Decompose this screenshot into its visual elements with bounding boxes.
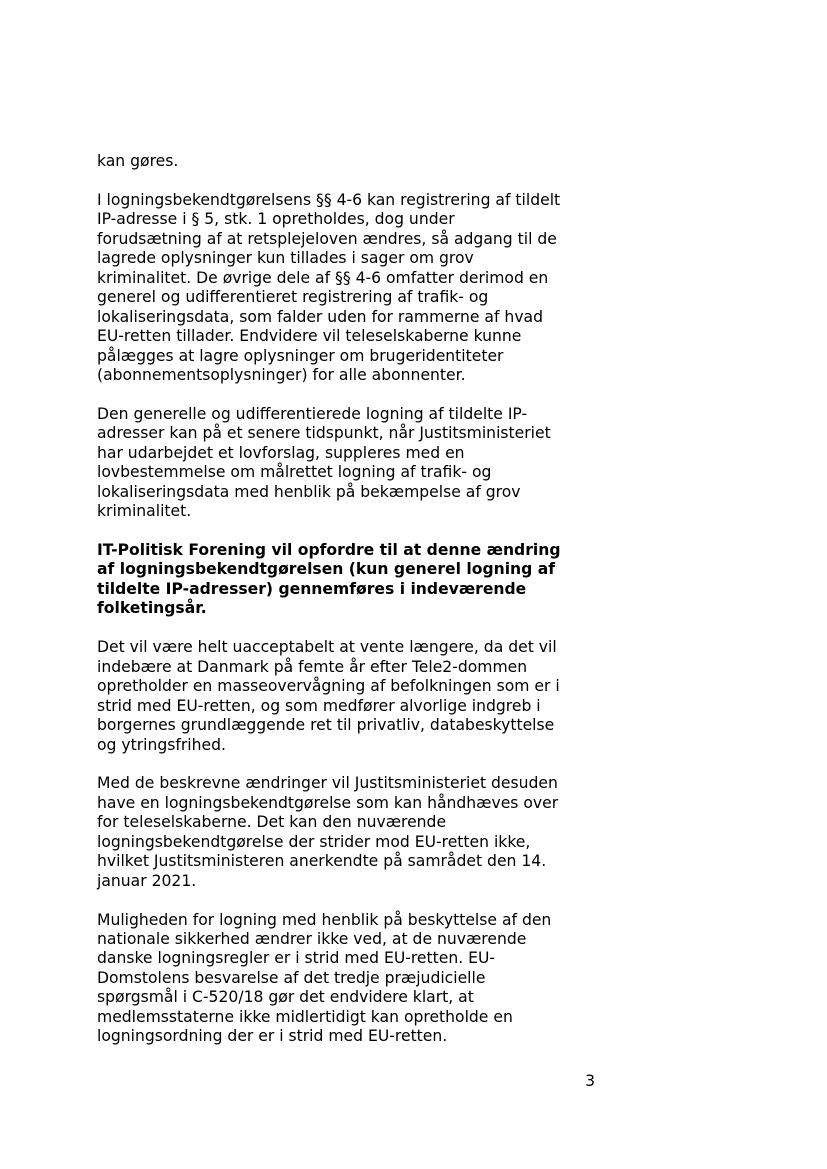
text-line: adresser kan på et senere tidspunkt, når Justitsministeriet — [97, 424, 551, 443]
text-line: medlemsstaterne ikke midlertidigt kan opretholde en — [97, 1007, 513, 1026]
text-line: har udarbejdet et lovforslag, suppleres med en — [97, 443, 465, 462]
text-line: kriminalitet. De øvrige dele af §§ 4-6 omfatter derimod en — [97, 268, 549, 287]
text-line: lagrede oplysninger kun tillades i sager om grov — [97, 249, 474, 268]
paragraph — [97, 774, 597, 891]
text-line: have en logningsbekendtgørelse som kan håndhæves over — [97, 793, 559, 812]
text-line: Muligheden for logning med henblik på beskyttelse af den — [97, 910, 552, 929]
paragraph — [97, 911, 597, 1047]
text-line: (abonnementsoplysninger) for alle abonnenter. — [97, 365, 466, 384]
text-line: hvilket Justitsministeren anerkendte på samrådet den 14. — [97, 852, 547, 871]
text-line: lokaliseringsdata med henblik på bekæmpelse af grov — [97, 482, 521, 501]
text-line: Det vil være helt uacceptabelt at vente længere, da det vil — [97, 638, 557, 657]
text-line: lovbestemmelse om målrettet logning af trafik- og — [97, 463, 492, 482]
text-line: logningsbekendtgørelse der strider mod EU-retten ikke, — [97, 832, 531, 851]
text-line: IP-adresse i § 5, stk. 1 opretholdes, dog under — [97, 210, 455, 229]
text-line: kriminalitet. — [97, 502, 192, 521]
text-line: pålægges at lagre oplysninger om brugeridentiteter — [97, 346, 504, 365]
text-line: lokaliseringsdata, som falder uden for rammerne af hvad — [97, 307, 543, 326]
text-line: spørgsmål i C-520/18 gør det endvidere klart, at — [97, 988, 474, 1007]
page-number: 3 — [585, 1072, 595, 1090]
text-line: generel og udifferentieret registrering af trafik- og — [97, 288, 489, 307]
document-body — [97, 152, 597, 1066]
paragraph — [97, 405, 597, 522]
paragraph — [97, 638, 597, 755]
text-line: for teleselskaberne. Det kan den nuværende — [97, 813, 447, 832]
text-line: logningsordning der er i strid med EU-retten. — [97, 1027, 448, 1046]
text-line: Domstolens besvarelse af det tredje præjudicielle — [97, 968, 486, 987]
text-line: af logningsbekendtgørelsen (kun generel logning af — [97, 560, 556, 579]
text-line: nationale sikkerhed ændrer ikke ved, at de nuværende — [97, 930, 527, 949]
text-line: opretholder en masseovervågning af befolkningen som er i — [97, 677, 560, 696]
text-line: tildelte IP-adresser) gennemføres i indeværende — [97, 579, 527, 598]
text-line: Den generelle og udifferentierede logning af tildelte IP- — [97, 404, 528, 423]
paragraph — [97, 191, 597, 386]
text-line: indebære at Danmark på femte år efter Tele2-dommen — [97, 657, 528, 676]
text-line: Med de beskrevne ændringer vil Justitsministeriet desuden — [97, 774, 558, 793]
bold-paragraph — [97, 541, 597, 619]
text-line: januar 2021. — [97, 871, 197, 890]
text-line: I logningsbekendtgørelsens §§ 4-6 kan registrering af tildelt — [97, 190, 561, 209]
text-line: danske logningsregler er i strid med EU-retten. EU- — [97, 949, 496, 968]
text-line: folketingsår. — [97, 599, 207, 618]
text-line: EU-retten tillader. Endvidere vil teleselskaberne kunne — [97, 327, 522, 346]
text-line: strid med EU-retten, og som medfører alvorlige indgreb i — [97, 696, 541, 715]
text-line: kan gøres. — [97, 152, 179, 170]
text-line: borgernes grundlæggende ret til privatliv, databeskyttelse — [97, 716, 555, 735]
text-line: og ytringsfrihed. — [97, 735, 226, 754]
text-line: IT-Politisk Forening vil opfordre til at denne ændring — [97, 541, 561, 560]
text-line: forudsætning af at retsplejeloven ændres, så adgang til de — [97, 229, 557, 248]
paragraph — [97, 152, 597, 171]
